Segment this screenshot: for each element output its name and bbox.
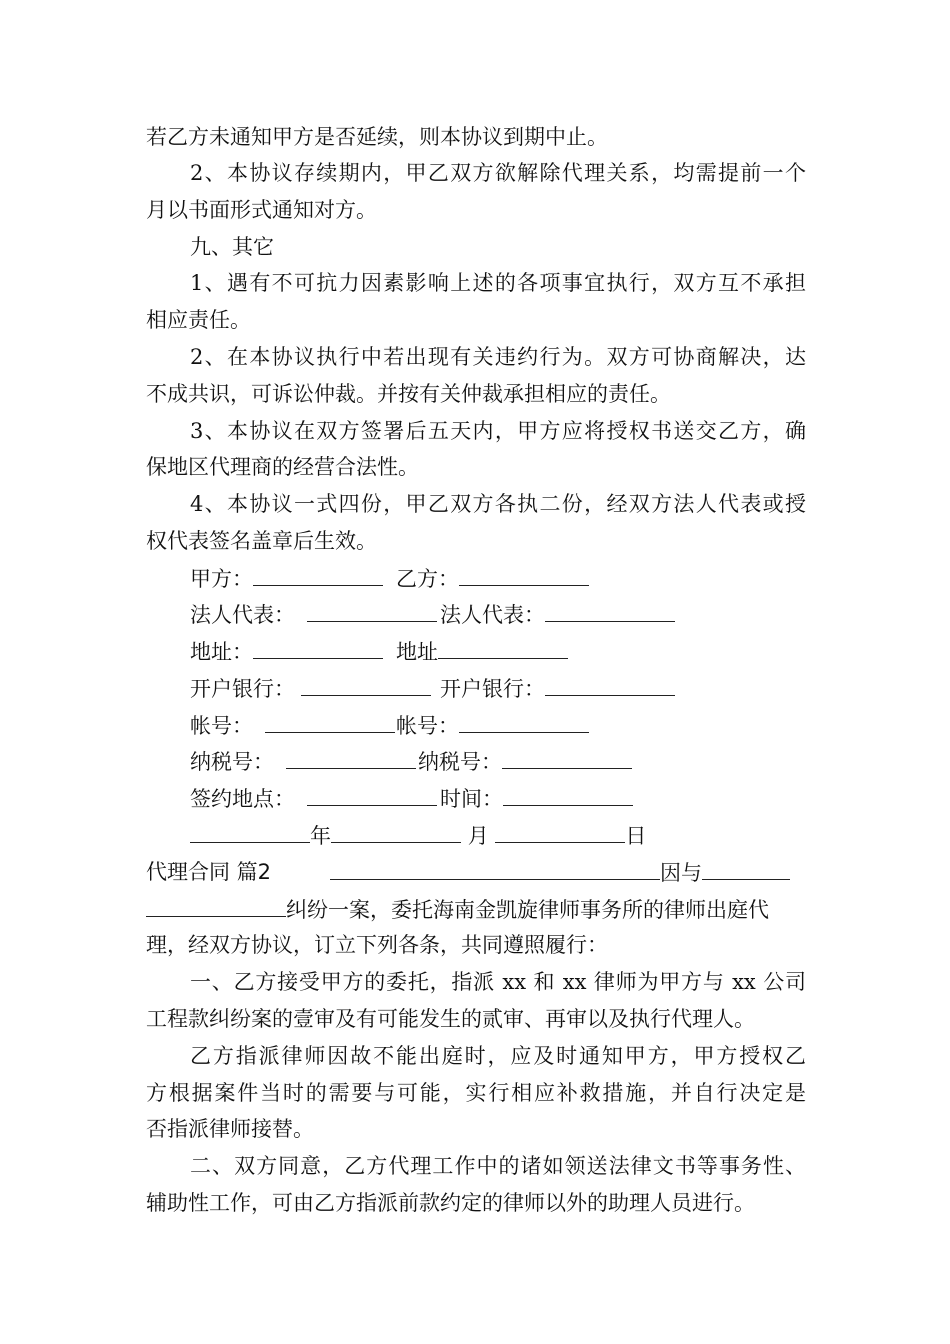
paragraph-line: 方根据案件当时的需要与可能，实行相应补救措施，并自行决定是 <box>146 1081 806 1105</box>
paragraph-line: 若乙方未通知甲方是否延续，则本协议到期中止。 <box>146 125 608 149</box>
paragraph-line: 否指派律师接替。 <box>146 1117 314 1141</box>
paragraph-line: 工程款纠纷案的壹审及有可能发生的贰审、再审以及执行代理人。 <box>146 1007 755 1031</box>
bank-b-label: 开户银行： <box>440 677 545 701</box>
year-label: 年 <box>310 824 331 848</box>
paragraph-line: 辅助性工作，可由乙方指派前款约定的律师以外的助理人员进行。 <box>146 1191 755 1215</box>
paragraph-line: 一、乙方接受甲方的委托，指派 xx 和 xx 律师为甲方与 xx 公司 <box>190 970 806 994</box>
month-label: 月 <box>467 824 489 848</box>
paragraph-line: 3、本协议在双方签署后五天内，甲方应将授权书送交乙方，确 <box>190 419 806 443</box>
address-a-blank <box>253 636 383 659</box>
part2-line1-mid: 因与 <box>660 861 702 885</box>
opponent-blank-2 <box>146 894 286 917</box>
paragraph-line: 乙方指派律师因故不能出庭时，应及时通知甲方，甲方授权乙 <box>190 1044 806 1068</box>
part2-second-line <box>146 894 769 924</box>
time-blank <box>503 783 633 806</box>
opponent-blank-1 <box>702 857 790 880</box>
paragraph-line: 权代表签名盖章后生效。 <box>146 529 377 553</box>
legal-rep-b-blank <box>545 599 675 622</box>
paragraph-line: 月以书面形式通知对方。 <box>146 198 377 222</box>
account-a-label: 帐号： <box>190 714 253 738</box>
day-label: 日 <box>625 824 647 848</box>
paragraph-line: 1、遇有不可抗力因素影响上述的各项事宜执行，双方互不承担 <box>190 271 806 295</box>
signature-row-date <box>190 820 646 850</box>
tax-b-label: 纳税号： <box>418 750 502 774</box>
signature-row-tax <box>190 746 502 776</box>
time-label: 时间： <box>440 787 503 811</box>
paragraph-line: 保地区代理商的经营合法性。 <box>146 455 419 479</box>
signature-row-account <box>190 710 459 740</box>
address-a-label: 地址： <box>190 640 253 664</box>
part2-title: 代理合同 篇2 <box>146 860 272 884</box>
account-a-blank <box>265 710 395 733</box>
paragraph-line: 4、本协议一式四份，甲乙双方各执二份，经双方法人代表或授 <box>190 492 806 516</box>
signature-row-address <box>190 636 438 666</box>
party-b-label: 乙方： <box>396 567 459 591</box>
address-b-label: 地址 <box>396 640 438 664</box>
account-b-blank <box>459 710 589 733</box>
paragraph-line: 不成共识，可诉讼仲裁。并按有关仲裁承担相应的责任。 <box>146 382 671 406</box>
paragraph-line: 二、双方同意，乙方代理工作中的诸如领送法律文书等事务性、 <box>190 1154 806 1178</box>
legal-rep-b-label: 法人代表： <box>440 603 545 627</box>
paragraph-line: 2、本协议存续期内，甲乙双方欲解除代理关系，均需提前一个 <box>190 161 806 185</box>
signature-row-bank <box>190 673 545 703</box>
tax-b-blank <box>502 746 632 769</box>
part2-line2-tail: 纠纷一案，委托海南金凯旋律师事务所的律师出庭代 <box>286 898 769 922</box>
signature-row-party <box>190 563 459 593</box>
paragraph-line: 理，经双方协议，订立下列各条，共同遵照履行： <box>146 933 608 957</box>
place-label: 签约地点： <box>190 787 295 811</box>
legal-rep-a-label: 法人代表： <box>190 603 295 627</box>
place-blank <box>307 783 437 806</box>
paragraph-line: 2、在本协议执行中若出现有关违约行为。双方可协商解决，达 <box>190 345 806 369</box>
tax-a-label: 纳税号： <box>190 750 274 774</box>
principal-blank <box>330 857 660 880</box>
address-b-blank <box>438 636 568 659</box>
tax-a-blank <box>286 746 416 769</box>
section-heading: 九、其它 <box>190 235 274 259</box>
day-blank <box>495 820 625 843</box>
account-b-label: 帐号： <box>396 714 459 738</box>
month-blank <box>331 820 461 843</box>
bank-a-blank <box>301 673 431 696</box>
part2-first-line <box>146 857 816 887</box>
paragraph-line: 相应责任。 <box>146 308 251 332</box>
bank-b-blank <box>545 673 675 696</box>
legal-rep-a-blank <box>307 599 437 622</box>
party-a-blank <box>253 563 383 586</box>
signature-row-place-time <box>190 783 503 813</box>
bank-a-label: 开户银行： <box>190 677 295 701</box>
party-a-label: 甲方： <box>190 567 253 591</box>
signature-row-legal-rep <box>190 599 545 629</box>
year-blank <box>190 820 310 843</box>
party-b-blank <box>459 563 589 586</box>
